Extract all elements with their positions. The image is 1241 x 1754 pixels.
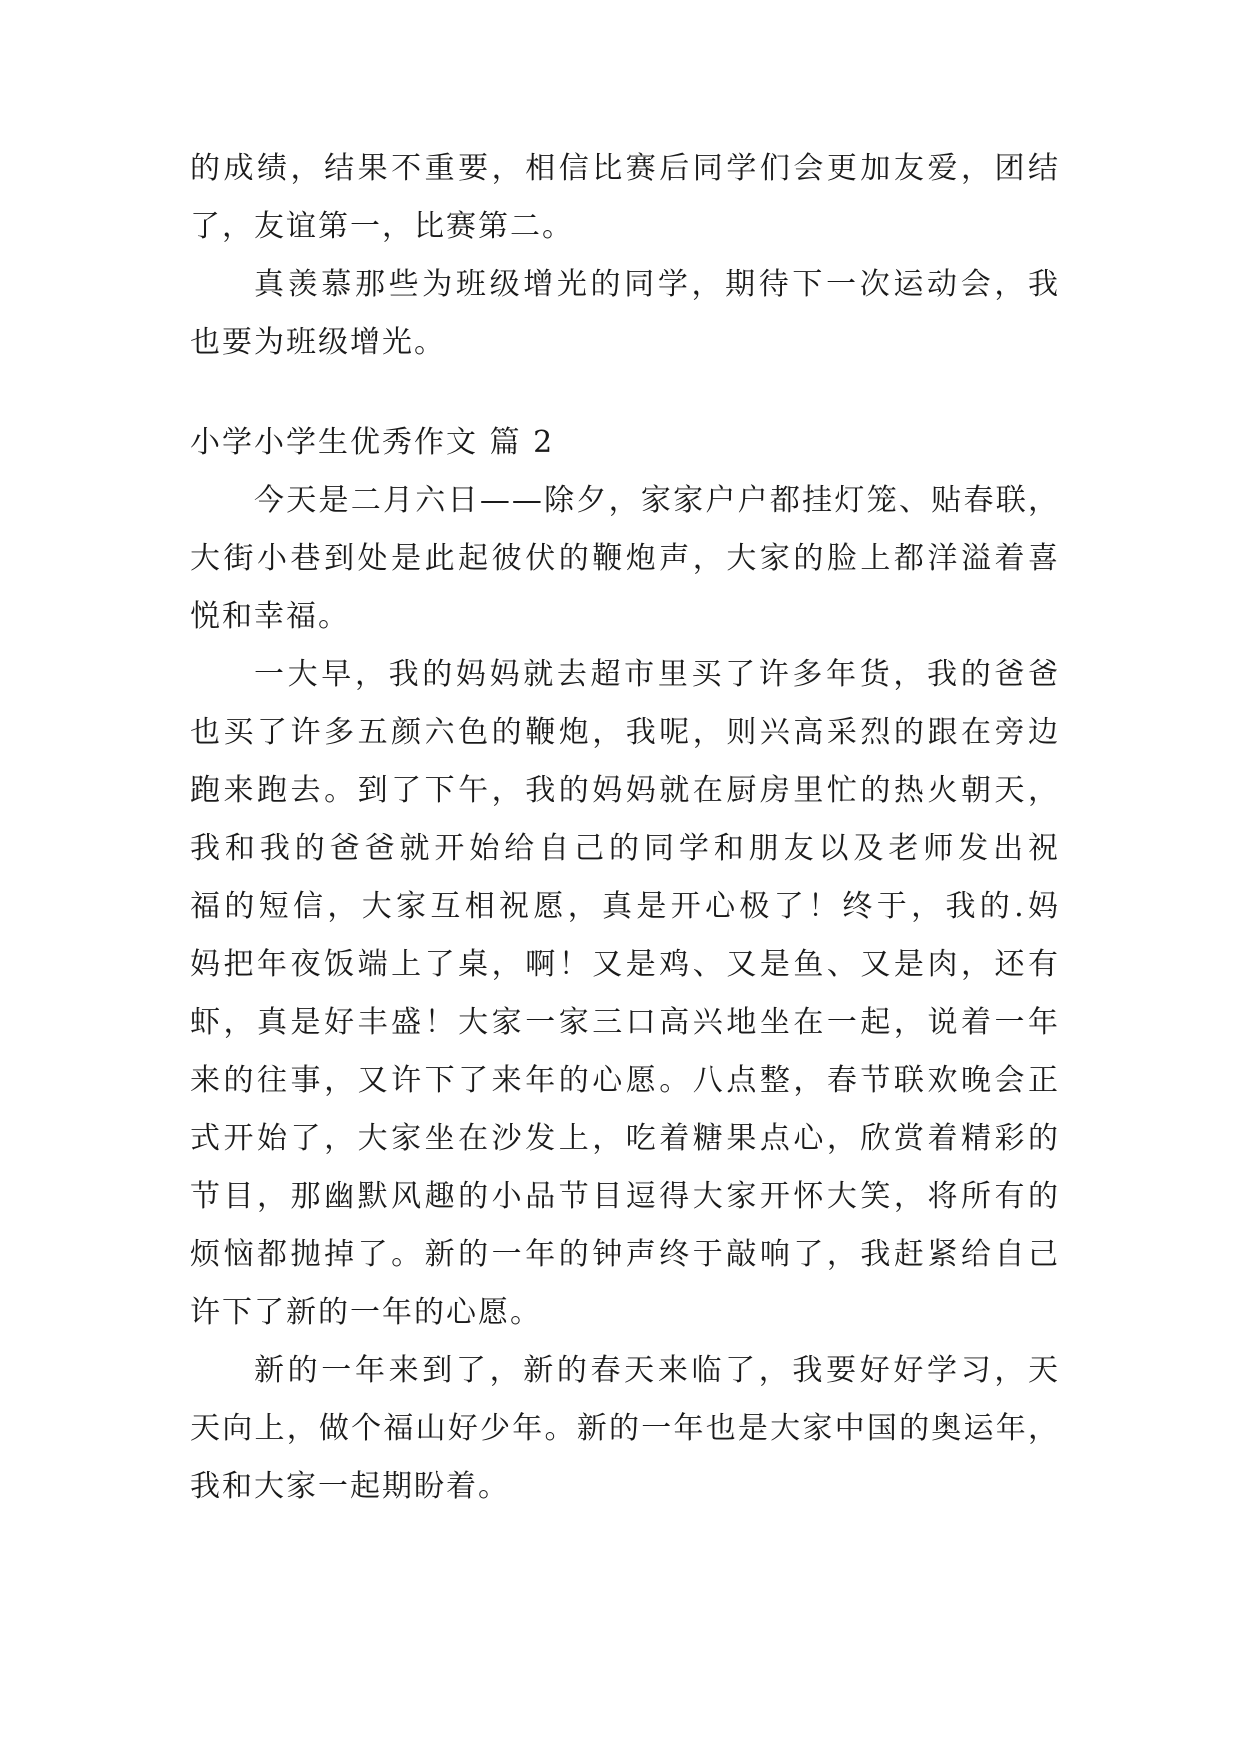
text-line: 天向上，做个福山好少年。新的一年也是大家中国的奥运年， <box>190 1411 1060 1446</box>
text-line: 一大早，我的妈妈就去超市里买了许多年货，我的爸爸 <box>254 657 1060 692</box>
text-line: 妈把年夜饭端上了桌，啊！又是鸡、又是鱼、又是肉，还有 <box>190 947 1060 982</box>
text-line: 悦和幸福。 <box>190 599 350 634</box>
paragraph <box>190 256 1060 372</box>
text-line: 的成绩，结果不重要，相信比赛后同学们会更加友爱，团结 <box>190 151 1060 186</box>
text-line: 也要为班级增光。 <box>190 325 446 360</box>
text-line: 真羡慕那些为班级增光的同学，期待下一次运动会，我 <box>254 267 1060 302</box>
text-line: 节目，那幽默风趣的小品节目逗得大家开怀大笑，将所有的 <box>190 1179 1060 1214</box>
document-page <box>190 140 1060 1516</box>
text-line: 大街小巷到处是此起彼伏的鞭炮声，大家的脸上都洋溢着喜 <box>190 541 1060 576</box>
paragraph <box>190 472 1060 646</box>
text-line: 福的短信，大家互相祝愿，真是开心极了！终于，我的.妈 <box>190 889 1060 924</box>
paragraph <box>190 646 1060 1342</box>
text-line: 许下了新的一年的心愿。 <box>190 1295 542 1330</box>
text-line: 也买了许多五颜六色的鞭炮，我呢，则兴高采烈的跟在旁边 <box>190 715 1060 750</box>
paragraph <box>190 1342 1060 1516</box>
section-title: 小学小学生优秀作文 篇 2 <box>190 425 555 460</box>
text-line: 来的往事，又许下了来年的心愿。八点整，春节联欢晚会正 <box>190 1063 1060 1098</box>
text-line: 我和大家一起期盼着。 <box>190 1469 510 1504</box>
text-line: 式开始了，大家坐在沙发上，吃着糖果点心，欣赏着精彩的 <box>190 1121 1060 1156</box>
text-line: 我和我的爸爸就开始给自己的同学和朋友以及老师发出祝 <box>190 831 1060 866</box>
text-line: 了，友谊第一，比赛第二。 <box>190 209 574 244</box>
text-line: 新的一年来到了，新的春天来临了，我要好好学习，天 <box>254 1353 1060 1388</box>
text-line: 今天是二月六日——除夕，家家户户都挂灯笼、贴春联， <box>254 483 1060 518</box>
text-line: 虾，真是好丰盛！大家一家三口高兴地坐在一起，说着一年 <box>190 1005 1060 1040</box>
text-line: 烦恼都抛掉了。新的一年的钟声终于敲响了，我赶紧给自己 <box>190 1237 1060 1272</box>
text-line: 跑来跑去。到了下午，我的妈妈就在厨房里忙的热火朝天， <box>190 773 1060 808</box>
paragraph <box>190 140 1060 256</box>
